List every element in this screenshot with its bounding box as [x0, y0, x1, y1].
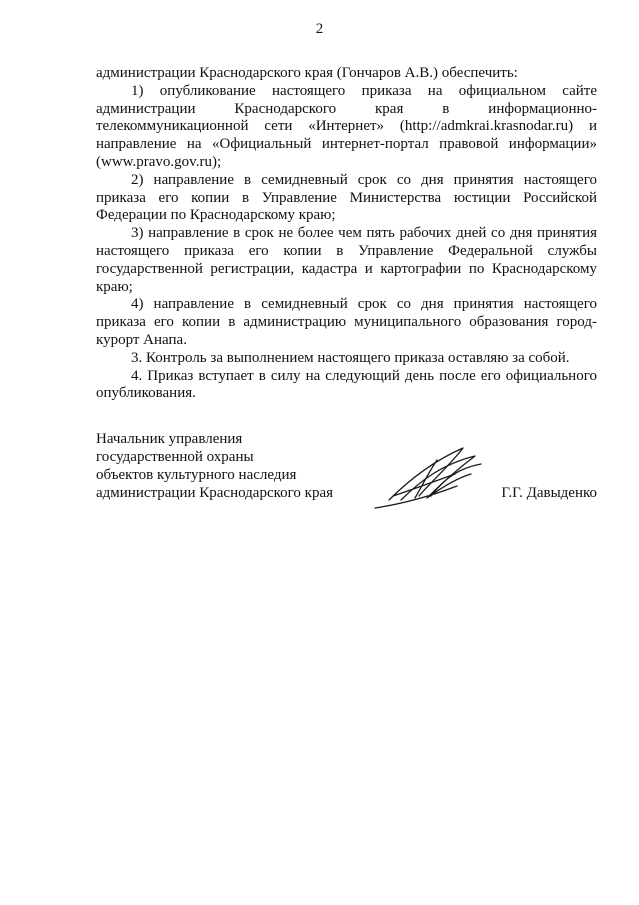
paragraph-item-2: 2) направление в семидневный срок со дня принятия настоящего приказа его копии в Управление Министерства юстиции Российской Федерации по Краснодарскому краю; — [96, 171, 597, 224]
signatory-title-line: администрации Краснодарского края — [96, 485, 334, 501]
signatory-title-line: объектов культурного наследия — [96, 467, 297, 483]
paragraph-item-4: 4) направление в семидневный срок со дня принятия настоящего приказа его копии в администрацию муниципального образования город-курорт Анапа. — [96, 296, 597, 348]
page-number: 2 — [315, 21, 324, 37]
handwritten-signature — [371, 438, 491, 518]
paragraph-item-1: 1) опубликование настоящего приказа на официальном сайте администрации Краснодарского края в информационно-телекоммуникационной сети «Интернет» (http://admkrai.krasnodar.ru) и направление на «Официальный интернет-портал правовой информации» (www.pravo.gov.ru); — [96, 82, 597, 170]
signatory-title-line: Начальник управления — [96, 431, 243, 447]
paragraph-intro: администрации Краснодарского края (Гончаров А.В.) обеспечить: — [96, 65, 518, 81]
paragraph-item-3: 3) направление в срок не более чем пять рабочих дней со дня принятия настоящего приказа его копии в Управление Федеральной службы государственной регистрации, кадастра и картографии по Краснодарскому краю; — [96, 225, 597, 295]
signature-block — [96, 430, 597, 502]
paragraph-clause-4: 4. Приказ вступает в силу на следующий день после его официального опубликования. — [96, 367, 597, 402]
document-body — [96, 65, 597, 403]
signatory-title-line: государственной охраны — [96, 449, 254, 465]
paragraph-clause-3: 3. Контроль за выполнением настоящего приказа оставляю за собой. — [131, 349, 570, 366]
signatory-name: Г.Г. Давыденко — [501, 485, 597, 501]
